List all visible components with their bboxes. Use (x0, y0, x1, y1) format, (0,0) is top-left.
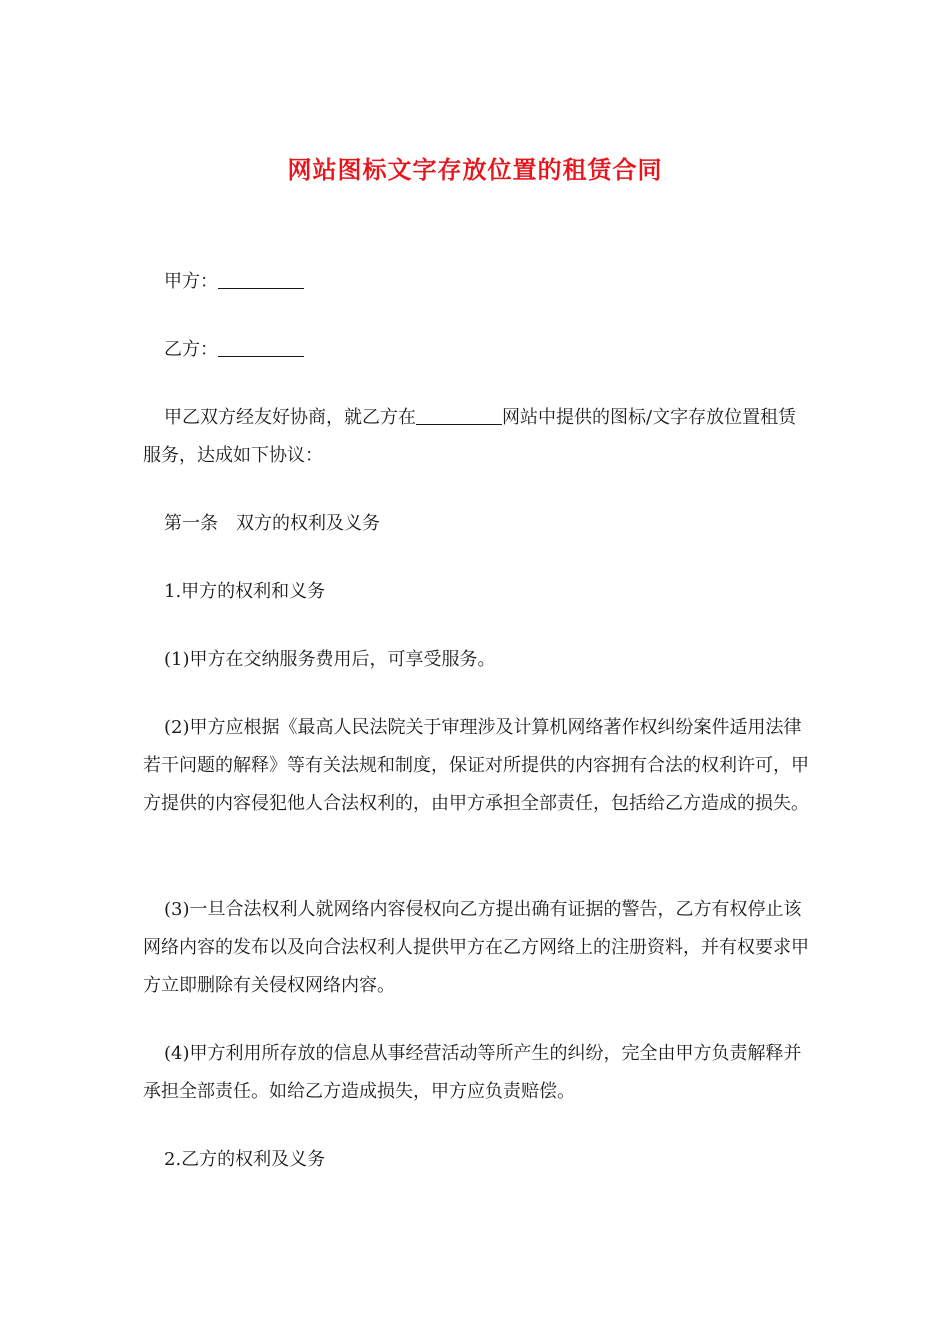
section-2-heading: 2.乙方的权利及义务 (164, 1149, 326, 1170)
item-1: (1)甲方在交纳服务费用后，可享受服务。 (164, 649, 496, 670)
party-a-line (143, 263, 809, 301)
intro-after: 网站中提供的图标/文字存放位置租赁服务，达成如下协议： (143, 407, 797, 466)
item-2: (2)甲方应根据《最高人民法院关于审理涉及计算机网络著作权纠纷案件适用法律若干问题的解释》等有关法规和制度，保证对所提供的内容拥有合法的权利许可，甲方提供的内容侵犯他人合法权利的，由甲方承担全部责任，包括给乙方造成的损失。 (143, 717, 809, 814)
article-1-heading: 第一条 双方的权利及义务 (164, 513, 380, 534)
website-name-blank (416, 406, 502, 425)
intro-before: 甲乙双方经友好协商，就乙方在 (164, 407, 416, 428)
party-a-blank (218, 270, 304, 289)
intro-paragraph (143, 399, 809, 475)
party-b-label: 乙方： (164, 339, 218, 360)
party-b-blank (218, 338, 304, 357)
section-1-heading: 1.甲方的权利和义务 (164, 581, 326, 602)
party-b-line (143, 331, 809, 369)
item-3: (3)一旦合法权利人就网络内容侵权向乙方提出确有证据的警告，乙方有权停止该网络内容的发布以及向合法权利人提供甲方在乙方网络上的注册资料，并有权要求甲方立即删除有关侵权网络内容。 (143, 899, 809, 996)
item-4: (4)甲方利用所存放的信息从事经营活动等所产生的纠纷，完全由甲方负责解释并承担全部责任。如给乙方造成损失，甲方应负责赔偿。 (143, 1043, 802, 1102)
party-a-label: 甲方： (164, 271, 218, 292)
document-title: 网站图标文字存放位置的租赁合同 (287, 155, 663, 184)
